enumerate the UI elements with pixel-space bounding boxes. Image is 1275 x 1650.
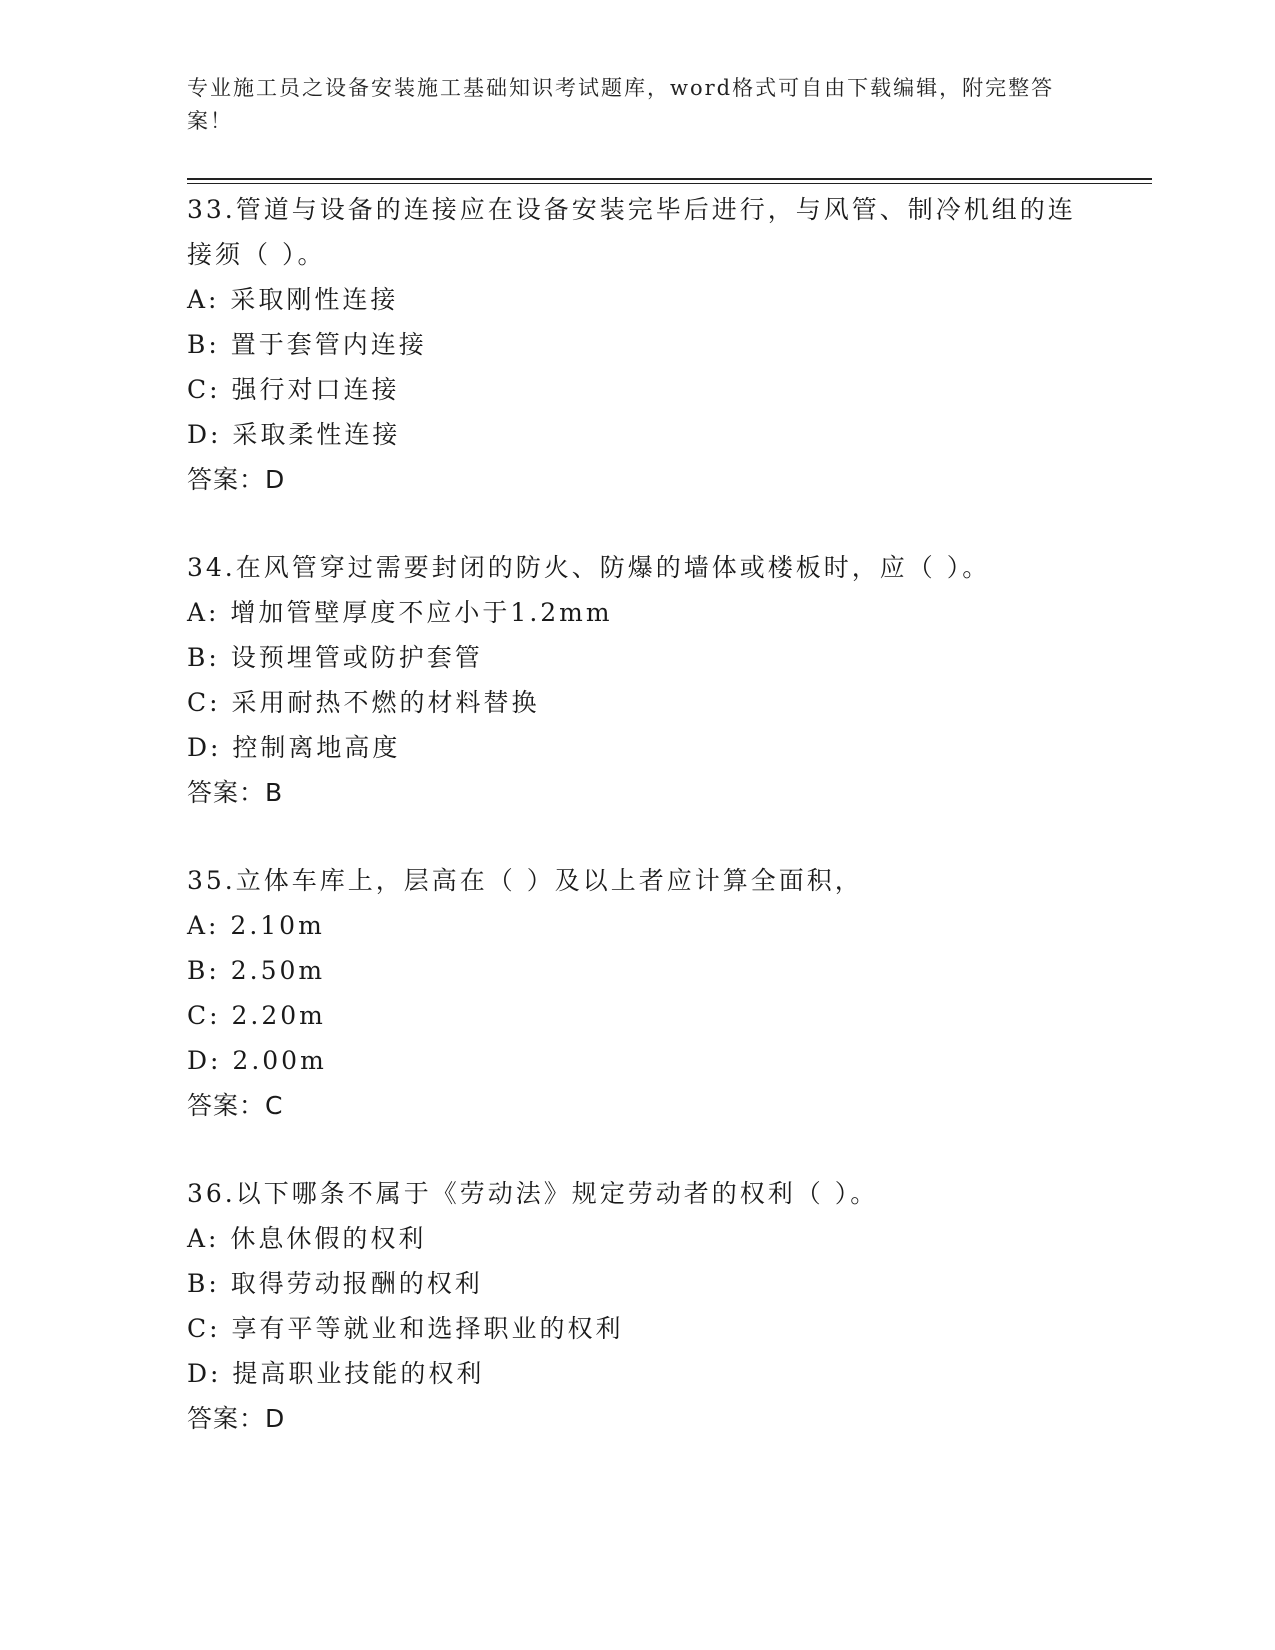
answer-key: 答案：C — [187, 1091, 284, 1120]
question-36 — [187, 1171, 1087, 1442]
question-stem: 34.在风管穿过需要封闭的防火、防爆的墙体或楼板时，应（ ）。 — [187, 553, 991, 582]
option-c: C: 享有平等就业和选择职业的权利 — [187, 1314, 624, 1343]
option-a: A: 休息休假的权利 — [187, 1224, 427, 1253]
option-c: C: 采用耐热不燃的材料替换 — [187, 688, 540, 717]
option-c: C: 2.20m — [187, 1001, 326, 1030]
option-d: D: 采取柔性连接 — [187, 420, 401, 449]
option-a: A: 2.10m — [187, 911, 325, 940]
answer-key: 答案：B — [187, 778, 284, 807]
header-divider — [187, 178, 1152, 180]
document-header: 专业施工员之设备安装施工基础知识考试题库，word格式可自由下载编辑，附完整答案！ — [187, 76, 1055, 133]
header-divider-thin — [187, 183, 1152, 184]
option-b: B: 2.50m — [187, 956, 326, 985]
question-list — [187, 187, 1087, 1484]
option-b: B: 设预埋管或防护套管 — [187, 643, 483, 672]
option-b: B: 置于套管内连接 — [187, 330, 427, 359]
question-stem: 36.以下哪条不属于《劳动法》规定劳动者的权利（ ）。 — [187, 1179, 879, 1208]
option-b: B: 取得劳动报酬的权利 — [187, 1269, 483, 1298]
option-c: C: 强行对口连接 — [187, 375, 400, 404]
question-stem: 33.管道与设备的连接应在设备安装完毕后进行，与风管、制冷机组的连接须（ ）。 — [187, 195, 1076, 269]
question-stem: 35.立体车库上，层高在（ ）及以上者应计算全面积， — [187, 866, 863, 895]
question-33 — [187, 187, 1087, 503]
answer-key: 答案：D — [187, 465, 286, 494]
option-a: A: 增加管壁厚度不应小于1.2mm — [187, 598, 613, 627]
option-d: D: 控制离地高度 — [187, 733, 401, 762]
question-34 — [187, 545, 1087, 816]
option-d: D: 2.00m — [187, 1046, 327, 1075]
option-a: A: 采取刚性连接 — [187, 285, 399, 314]
answer-key: 答案：D — [187, 1404, 286, 1433]
option-d: D: 提高职业技能的权利 — [187, 1359, 485, 1388]
question-35 — [187, 858, 1087, 1129]
